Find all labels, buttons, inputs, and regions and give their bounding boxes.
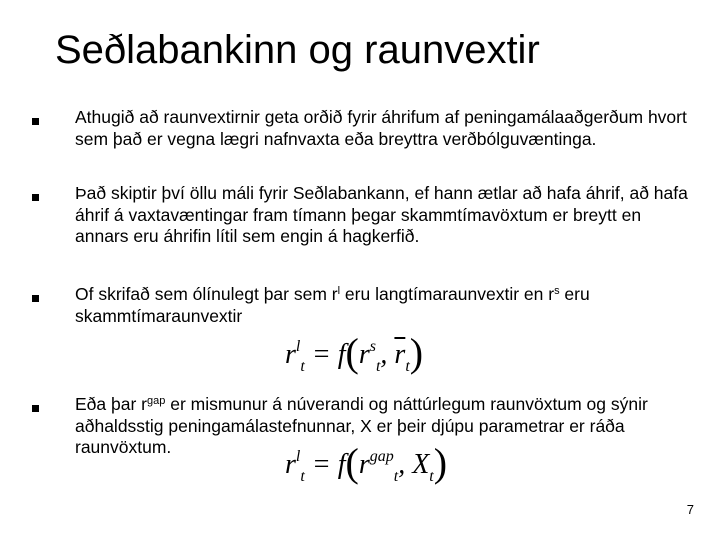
bullet-text-3: Of skrifað sem ólínulegt þar sem $r^l$ eru langtímaraunvextir en $r^s$ eru skammtímaraunvextir <box>75 284 590 326</box>
bullet-marker <box>32 118 39 125</box>
bullet-text-2: Það skiptir því öllu máli fyrir Seðlabankann, ef hann ætlar að hafa áhrif, að hafa áhrif á vaxtavæntingar fram tímann þegar skammtímavöxtum er breytt en annars eru áhrifin lítil sem engin á hagkerfið. <box>75 183 688 246</box>
formula-long-term-rate: $r^l_t = f(r^s_t$, $\overline{r}_t$) <box>285 330 424 375</box>
page-number: 7 <box>686 502 694 517</box>
bullet-text-4: Eða þar $r^{gap}$ er mismunur á núverandi og náttúrlegum raunvöxtum og sýnir aðhaldsstig peningamálastefnunnar, X er þeir djúpu parametrar er ráða raunvöxtum. <box>75 394 648 457</box>
bullet-marker <box>32 194 39 201</box>
bullet-marker <box>32 405 39 412</box>
slide-title: Seðlabankinn og raunvextir <box>55 28 540 72</box>
bullet-marker <box>32 295 39 302</box>
formula-rate-gap: $r^l_t = f(r^{gap}_t$, $X_t$) <box>285 440 448 485</box>
bullet-text-1: Athugið að raunvextirnir geta orðið fyrir áhrifum af peningamálaaðgerðum hvort sem það er vegna lægri nafnvaxta eða breyttra verðbólguvæntinga. <box>75 107 687 149</box>
